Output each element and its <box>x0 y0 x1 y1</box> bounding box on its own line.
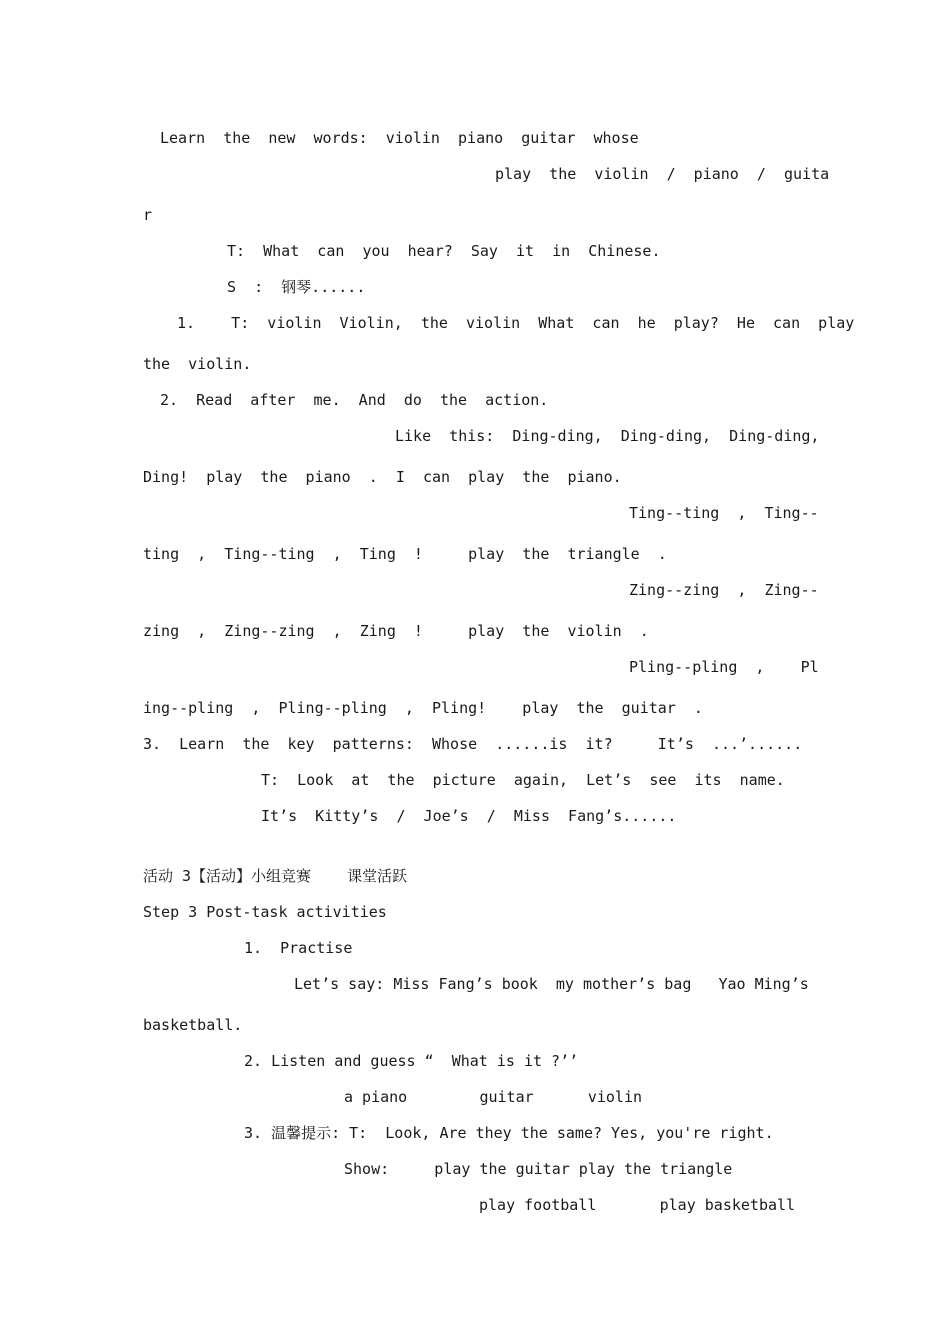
text-line: 2. Read after me. And do the action. <box>160 391 549 409</box>
text-line: ting , Ting--ting , Ting ! play the triangle . <box>143 545 667 563</box>
text-line: Learn the new words: violin piano guitar whose <box>160 129 639 147</box>
text-line: T: Look at the picture again, Let’s see its name. <box>261 771 785 789</box>
text-line: ing--pling , Pling--pling , Pling! play the guitar . <box>143 699 703 717</box>
text-line: Ding! play the piano . I can play the piano. <box>143 468 622 486</box>
text-line: Ting--ting , Ting-- <box>629 504 819 522</box>
text-line: 3. Learn the key patterns: Whose ......is it? It’s ...’...... <box>143 735 803 753</box>
text-line: basketball. <box>143 1016 243 1034</box>
text-line: the violin. <box>143 355 252 373</box>
text-line: It’s Kitty’s / Joe’s / Miss Fang’s...... <box>261 807 677 825</box>
text-line: T: What can you hear? Say it in Chinese. <box>227 242 661 260</box>
step-heading: Step 3 Post-task activities <box>143 903 387 921</box>
text-line: 3. 温馨提示: T: Look, Are they the same? Yes, you're right. <box>244 1124 774 1142</box>
text-line: play football play basketball <box>479 1196 796 1214</box>
section-heading: 活动 3【活动】小组竞赛 课堂活跃 <box>143 867 408 885</box>
text-line: 1. T: violin Violin, the violin What can he play? He can play <box>177 314 855 332</box>
text-line: Zing--zing , Zing-- <box>629 581 819 599</box>
text-line: Show: play the guitar play the triangle <box>344 1160 733 1178</box>
text-line: Pling--pling , Pl <box>629 658 819 676</box>
text-line: play the violin / piano / guita <box>495 165 830 183</box>
text-line: 1. Practise <box>244 939 353 957</box>
text-line: a piano guitar violin <box>344 1088 643 1106</box>
text-line: S : 钢琴...... <box>227 278 366 296</box>
text-line: r <box>143 206 153 224</box>
text-line: 2. Listen and guess “ What is it ?’’ <box>244 1052 579 1070</box>
text-line: Like this: Ding-ding, Ding-ding, Ding-ding, <box>395 427 820 445</box>
text-line: zing , Zing--zing , Zing ! play the violin . <box>143 622 649 640</box>
text-line: Let’s say: Miss Fang’s book my mother’s bag Yao Ming’s <box>294 975 809 993</box>
